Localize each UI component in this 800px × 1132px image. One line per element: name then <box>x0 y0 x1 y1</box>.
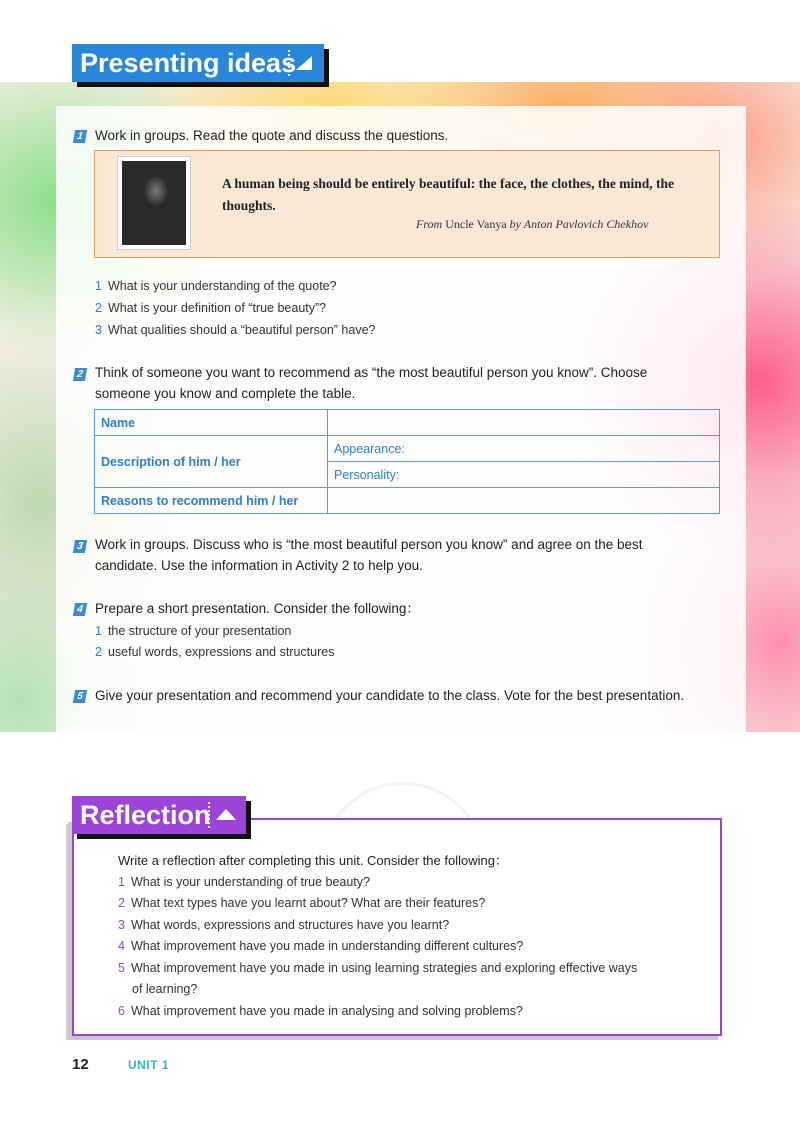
up-triangle-icon <box>216 809 236 820</box>
reflection-item-1: 1 What is your understanding of true beauty? <box>118 875 370 889</box>
activity-2-text-line2: someone you know and complete the table. <box>95 386 356 401</box>
quote-source: From Uncle Vanya by Anton Pavlovich Chekhov <box>416 217 649 231</box>
activity-3-number: 3 <box>73 540 87 553</box>
description-label: Description of him / her <box>95 436 328 488</box>
author-portrait <box>118 157 190 249</box>
question-2: 2 What is your definition of “true beauty”? <box>95 301 327 315</box>
activity-1-number: 1 <box>73 130 87 143</box>
reflection-header <box>72 796 246 834</box>
reasons-cell[interactable] <box>328 488 720 514</box>
activity-1-text: Work in groups. Read the quote and discuss the questions. <box>95 128 449 143</box>
appearance-cell[interactable]: Appearance: <box>328 436 720 462</box>
activity-3-text-line2: candidate. Use the information in Activity 2 to help you. <box>95 558 423 573</box>
name-label: Name <box>95 410 328 436</box>
question-1: 1 What is your understanding of the quote? <box>95 279 337 293</box>
reflection-item-6: 6 What improvement have you made in analysing and solving problems? <box>118 1004 523 1018</box>
personality-cell[interactable]: Personality: <box>328 462 720 488</box>
reflection-item-3: 3 What words, expressions and structures have you learnt? <box>118 918 450 932</box>
activity-2-text-line1: Think of someone you want to recommend as “the most beautiful person you know”. Choose <box>95 365 648 380</box>
reasons-label: Reasons to recommend him / her <box>95 488 328 514</box>
reflection-item-5: 5 What improvement have you made in using learning strategies and exploring effective ways <box>118 961 638 975</box>
reflection-title: Reflection <box>80 800 211 830</box>
prepare-item-2: 2 useful words, expressions and structures <box>95 645 335 659</box>
reflection-item-2: 2 What text types have you learnt about? What are their features? <box>118 896 486 910</box>
activity-4-text: Prepare a short presentation. Consider the following： <box>95 601 420 616</box>
activity-5-number: 5 <box>73 690 87 703</box>
presenting-ideas-header <box>72 44 324 82</box>
section-title: Presenting ideas <box>80 48 297 78</box>
page-number: 12 <box>72 1056 89 1073</box>
reflection-item-5-cont: of learning? <box>132 982 198 996</box>
corner-triangle-icon <box>296 56 312 70</box>
activity-5-text: Give your presentation and recommend your candidate to the class. Vote for the best presentation. <box>95 688 685 703</box>
reflection-intro: Write a reflection after completing this unit. Consider the following： <box>118 853 508 868</box>
prepare-item-1: 1 the structure of your presentation <box>95 624 292 638</box>
unit-label: UNIT 1 <box>128 1058 170 1072</box>
question-3: 3 What qualities should a “beautiful person” have? <box>95 323 376 337</box>
reflection-item-4: 4 What improvement have you made in understanding different cultures? <box>118 939 524 953</box>
quote-text: A human being should be entirely beautiful: the face, the clothes, the mind, the thoughts. <box>222 176 675 213</box>
recommendation-table <box>94 409 720 514</box>
activity-2-number: 2 <box>73 368 87 381</box>
name-cell[interactable] <box>328 410 720 436</box>
activity-3-text-line1: Work in groups. Discuss who is “the most beautiful person you know” and agree on the best <box>95 537 643 552</box>
activity-4-number: 4 <box>73 603 87 616</box>
